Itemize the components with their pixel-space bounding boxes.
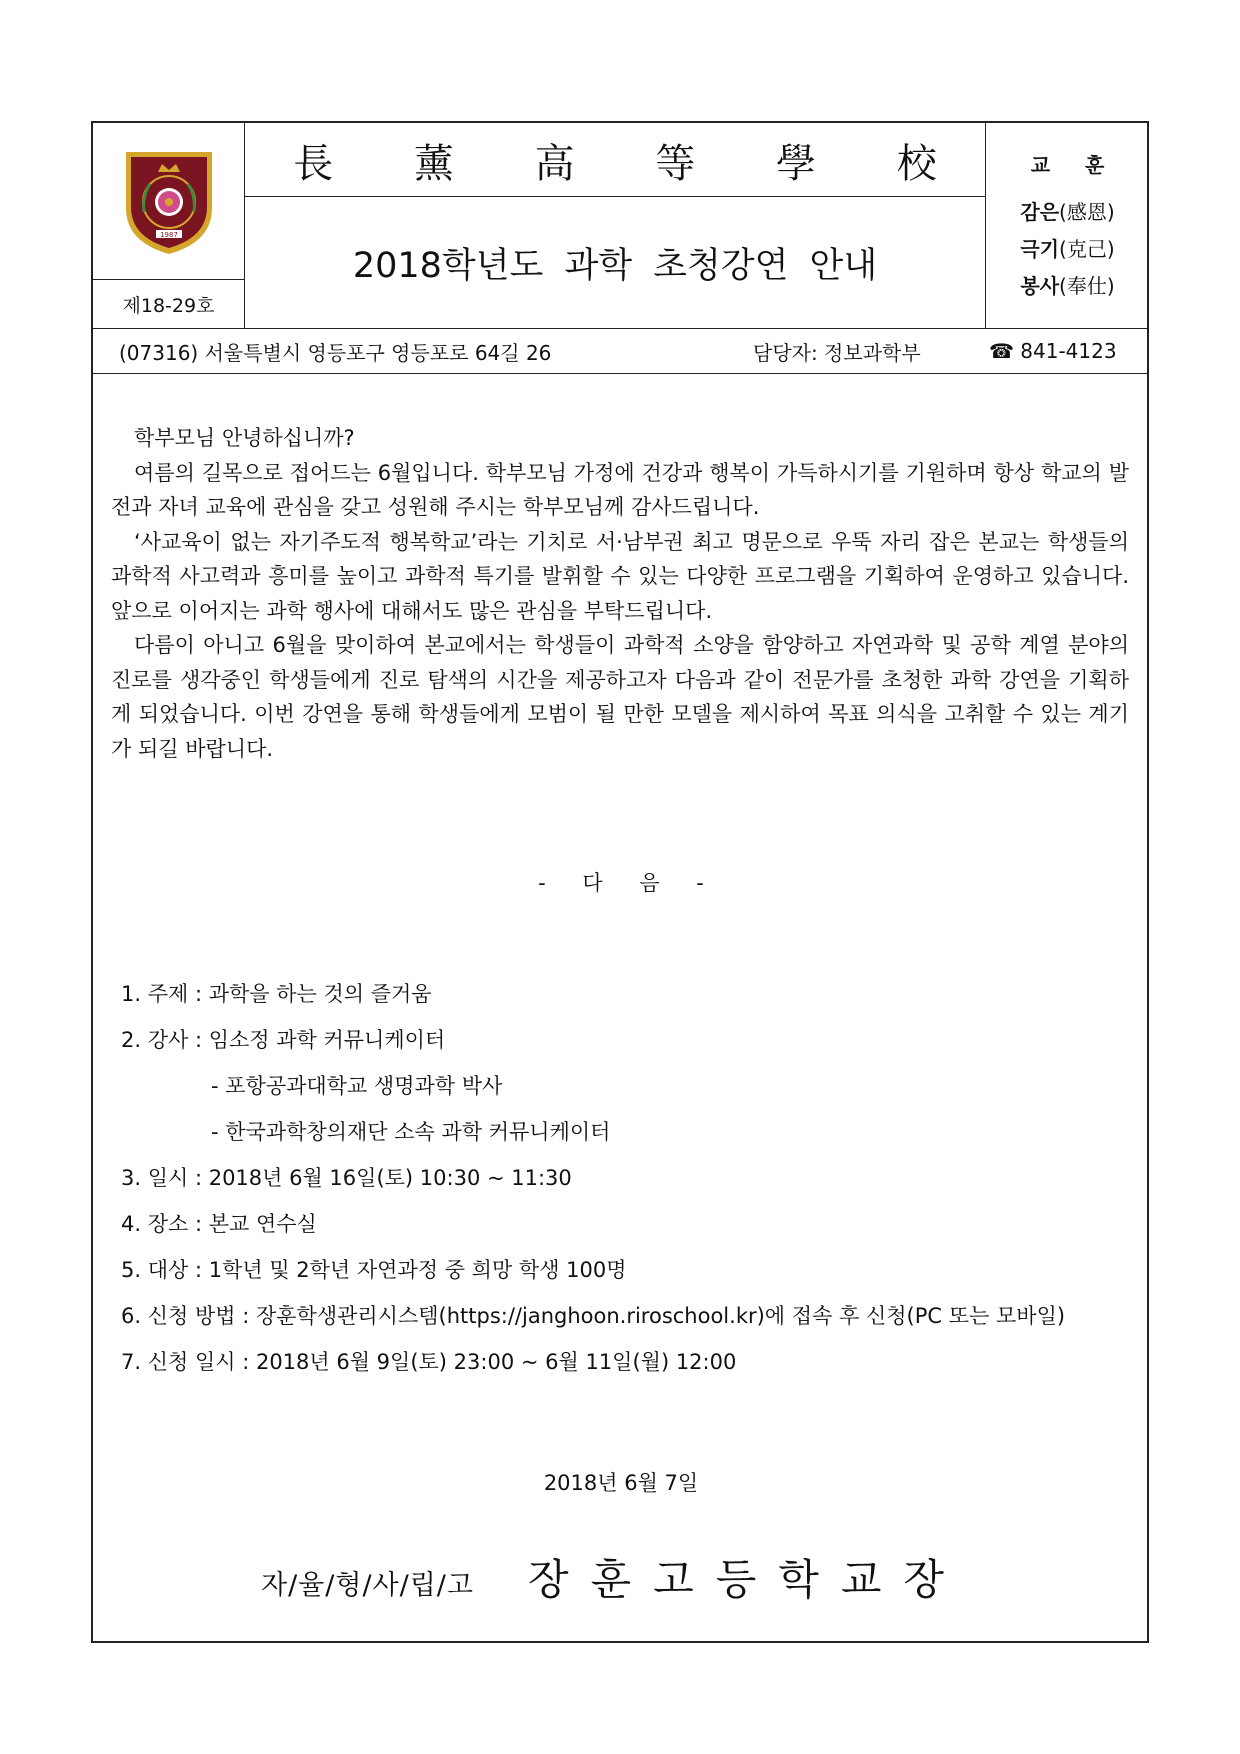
section-heading: - 다 음 - (538, 871, 704, 895)
list-item: 2. 강사 : 임소정 과학 커뮤니케이터 (121, 1028, 446, 1052)
letter-body (111, 421, 1129, 766)
phone-number: 841-4123 (1020, 339, 1117, 363)
list-subitem: - 포항공과대학교 생명과학 박사 (211, 1074, 503, 1098)
document-number: 제18-29호 (122, 294, 215, 317)
info-bar (93, 329, 1149, 373)
body-paragraph: 여름의 길목으로 접어드는 6월입니다. 학부모님 가정에 건강과 행복이 가득하시기를 기원하며 항상 학교의 발전과 자녀 교육에 관심을 갖고 성원해 주시는 학부모님께 감사드립니다. (111, 460, 1129, 519)
motto-hanja: (感恩) (1059, 199, 1115, 224)
motto-item (1020, 270, 1114, 299)
school-motto (986, 123, 1149, 328)
motto-item (1020, 233, 1114, 262)
list-item: 6. 신청 방법 : 장훈학생관리시스템(https://janghoon.riroschool.kr)에 접속 후 신청(PC 또는 모바일) (121, 1304, 1066, 1328)
contact-person: 담당자: 정보과학부 (753, 340, 921, 365)
list-item: 1. 주제 : 과학을 하는 것의 즐거움 (121, 982, 432, 1006)
list-item: 4. 장소 : 본교 연수실 (121, 1212, 317, 1236)
school-emblem (93, 123, 244, 280)
document-frame (91, 121, 1149, 1643)
motto-hanja: (克己) (1059, 236, 1115, 261)
motto-item (1020, 196, 1114, 225)
motto-heading: 교 훈 (1030, 152, 1119, 177)
motto-word: 극기 (1020, 236, 1060, 261)
list-item: 5. 대상 : 1학년 및 2학년 자연과정 중 희망 학생 100명 (121, 1258, 627, 1282)
list-subitem: - 한국과학창의재단 소속 과학 커뮤니케이터 (211, 1120, 611, 1144)
details-list (121, 971, 1065, 1385)
list-item: 7. 신청 일시 : 2018년 6월 9일(토) 23:00 ~ 6월 11일(월) 12:00 (121, 1350, 737, 1374)
school-type: 자/율/형/사/립/고 (261, 1570, 474, 1601)
motto-word: 봉사 (1020, 273, 1060, 298)
school-address: (07316) 서울특별시 영등포구 영등포로 64길 26 (119, 340, 552, 365)
school-name: 長 薰 高 等 學 校 (293, 140, 971, 187)
document-title: 2018학년도 과학 초청강연 안내 (352, 245, 878, 286)
emblem-year: 1987 (159, 230, 178, 239)
principal-title: 장훈고등학교장 (527, 1555, 966, 1604)
body-paragraph: 다름이 아니고 6월을 맞이하여 본교에서는 학생들이 과학적 소양을 함양하고 자연과학 및 공학 계열 분야의 진로를 생각중인 학생들에게 진로 탐색의 시간을 제공하고자 다음과 같이 전문가를 초청한 과학 강연을 기획하게 되었습니다. 이번 강연을 통해 학생들에게 모범이 될 만한 모델을 제시하여 목표 의식을 고취할 수 있는 계기가 되길 바랍니다. (111, 633, 1129, 761)
list-item: 3. 일시 : 2018년 6월 16일(토) 10:30 ~ 11:30 (121, 1166, 572, 1190)
phone-number-block (989, 339, 1117, 363)
body-paragraph: ‘사교육이 없는 자기주도적 행복학교’라는 기치로 서·남부권 최고 명문으로 우뚝 자리 잡은 본교는 학생들의 과학적 사고력과 흥미를 높이고 과학적 특기를 발휘할 수 있는 다양한 프로그램을 기획하여 운영하고 있습니다. 앞으로 이어지는 과학 행사에 대해서도 많은 관심을 부탁드립니다. (111, 529, 1129, 623)
telephone-icon: ☎ (989, 339, 1021, 363)
school-emblem-icon (122, 146, 216, 258)
signature-line (261, 1547, 966, 1607)
motto-hanja: (奉仕) (1059, 273, 1115, 298)
issue-date: 2018년 6월 7일 (543, 1471, 699, 1495)
greeting: 학부모님 안녕하십니까? (134, 426, 355, 450)
motto-word: 감은 (1020, 199, 1060, 224)
divider (93, 373, 1149, 374)
